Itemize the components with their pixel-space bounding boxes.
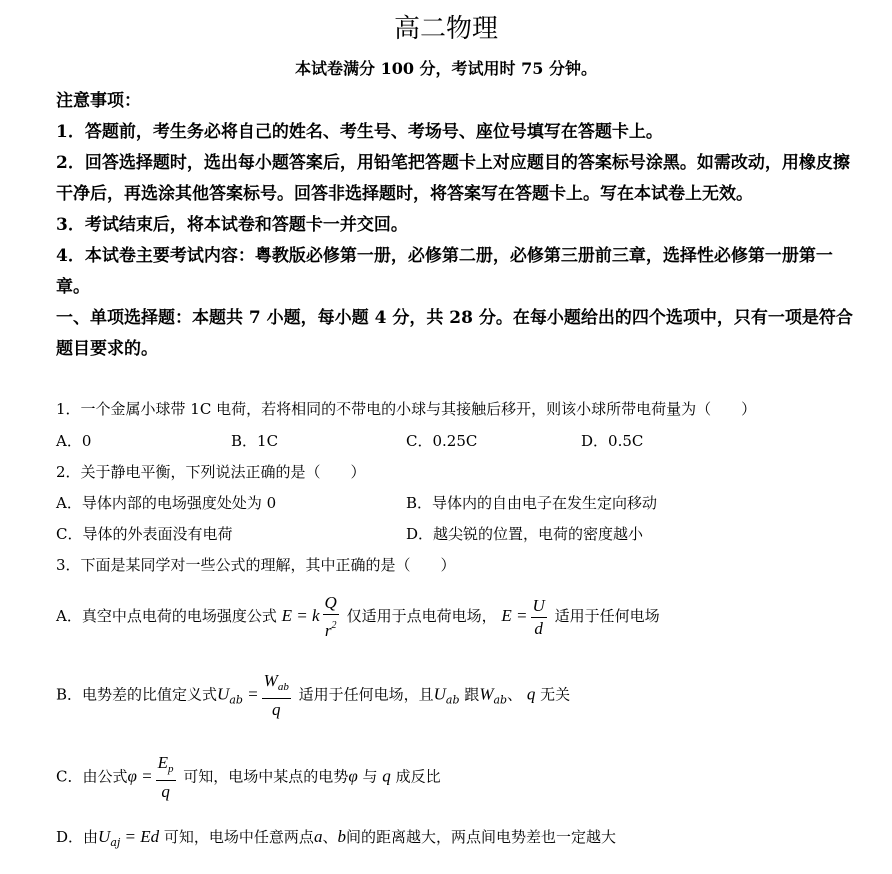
fraction-u-over-d: $\frac{U}{d}$ bbox=[532, 595, 545, 638]
q1-option-c: C．0.25C bbox=[406, 432, 478, 450]
note-item: 4．本试卷主要考试内容：粤教版必修第一册，必修第二册，必修第三册前三章，选择性必修第一册第一章。 bbox=[56, 246, 833, 297]
note-item: 1．答题前，考生务必将自己的姓名、考生号、考场号、座位号填写在答题卡上。 bbox=[56, 122, 663, 142]
q3-option-a: A．真空中点电荷的电场强度公式 E = k $\frac{Q}{r^2}$ 仅适用于点电荷电场， E = $\frac{U}{d}$ 适用于任何电场 bbox=[56, 593, 660, 640]
question-1-stem: 1．一个金属小球带 1C 电荷，若将相同的不带电的小球与其接触后移开，则该小球所带电荷量为（ ） bbox=[56, 400, 757, 418]
exam-subtitle: 本试卷满分 100 分，考试用时 75 分钟。 bbox=[295, 59, 597, 78]
fraction-ep-over-q: $\frac{E_p}{q}$ bbox=[157, 753, 174, 801]
notes-block bbox=[56, 86, 856, 365]
q3-option-d: D．由$U_{aj} = Ed$ 可知，电场中任意两点a、b间的距离越大，两点间电势差也一定越大 bbox=[56, 827, 616, 849]
page-title: 高二物理 bbox=[393, 14, 498, 44]
fraction-w-over-q: $\frac{W_{ab}}{q}$ bbox=[263, 671, 289, 719]
question-3-stem: 3．下面是某同学对一些公式的理解，其中正确的是（ ） bbox=[56, 556, 456, 574]
q1-option-a: A．0 bbox=[56, 432, 92, 450]
q2-option-d: D．越尖锐的位置，电荷的密度越小 bbox=[406, 525, 644, 543]
section-heading: 一、单项选择题：本题共 7 小题，每小题 4 分，共 28 分。在每小题给出的四个选项中，只有一项是符合题目要求的。 bbox=[56, 308, 853, 359]
formula-e-ud-lhs: E = bbox=[501, 606, 528, 625]
notes-heading: 注意事项： bbox=[56, 91, 141, 111]
q2-option-c: C．导体的外表面没有电荷 bbox=[56, 525, 233, 543]
q1-option-d: D．0.5C bbox=[581, 432, 644, 450]
q2-option-b: B．导体内的自由电子在发生定向移动 bbox=[406, 494, 658, 512]
note-item: 3．考试结束后，将本试卷和答题卡一并交回。 bbox=[56, 215, 408, 235]
q2-option-a: A．导体内部的电场强度处处为 0 bbox=[56, 494, 277, 512]
formula-e-kq-lhs: E = k bbox=[281, 606, 320, 625]
q3-option-c: C．由公式φ = $\frac{E_p}{q}$ 可知，电场中某点的电势φ 与 q 成反比 bbox=[56, 753, 441, 801]
q3-option-b: B．电势差的比值定义式$U_{ab}$ = $\frac{W_{ab}}{q}$ 适用于任何电场，且$U_{ab}$ 跟$W_{ab}$、 q 无关 bbox=[56, 671, 571, 719]
note-item: 2．回答选择题时，选出每小题答案后，用铅笔把答题卡上对应题目的答案标号涂黑。如需改动，用橡皮擦干净后，再选涂其他答案标号。回答非选择题时，将答案写在答题卡上。写在本试卷上无效。 bbox=[56, 153, 850, 204]
q1-option-b: B．1C bbox=[231, 432, 279, 450]
fraction-q-over-r2: $\frac{Q}{r^2}$ bbox=[324, 593, 337, 640]
question-2-stem: 2．关于静电平衡，下列说法正确的是（ ） bbox=[56, 463, 366, 481]
